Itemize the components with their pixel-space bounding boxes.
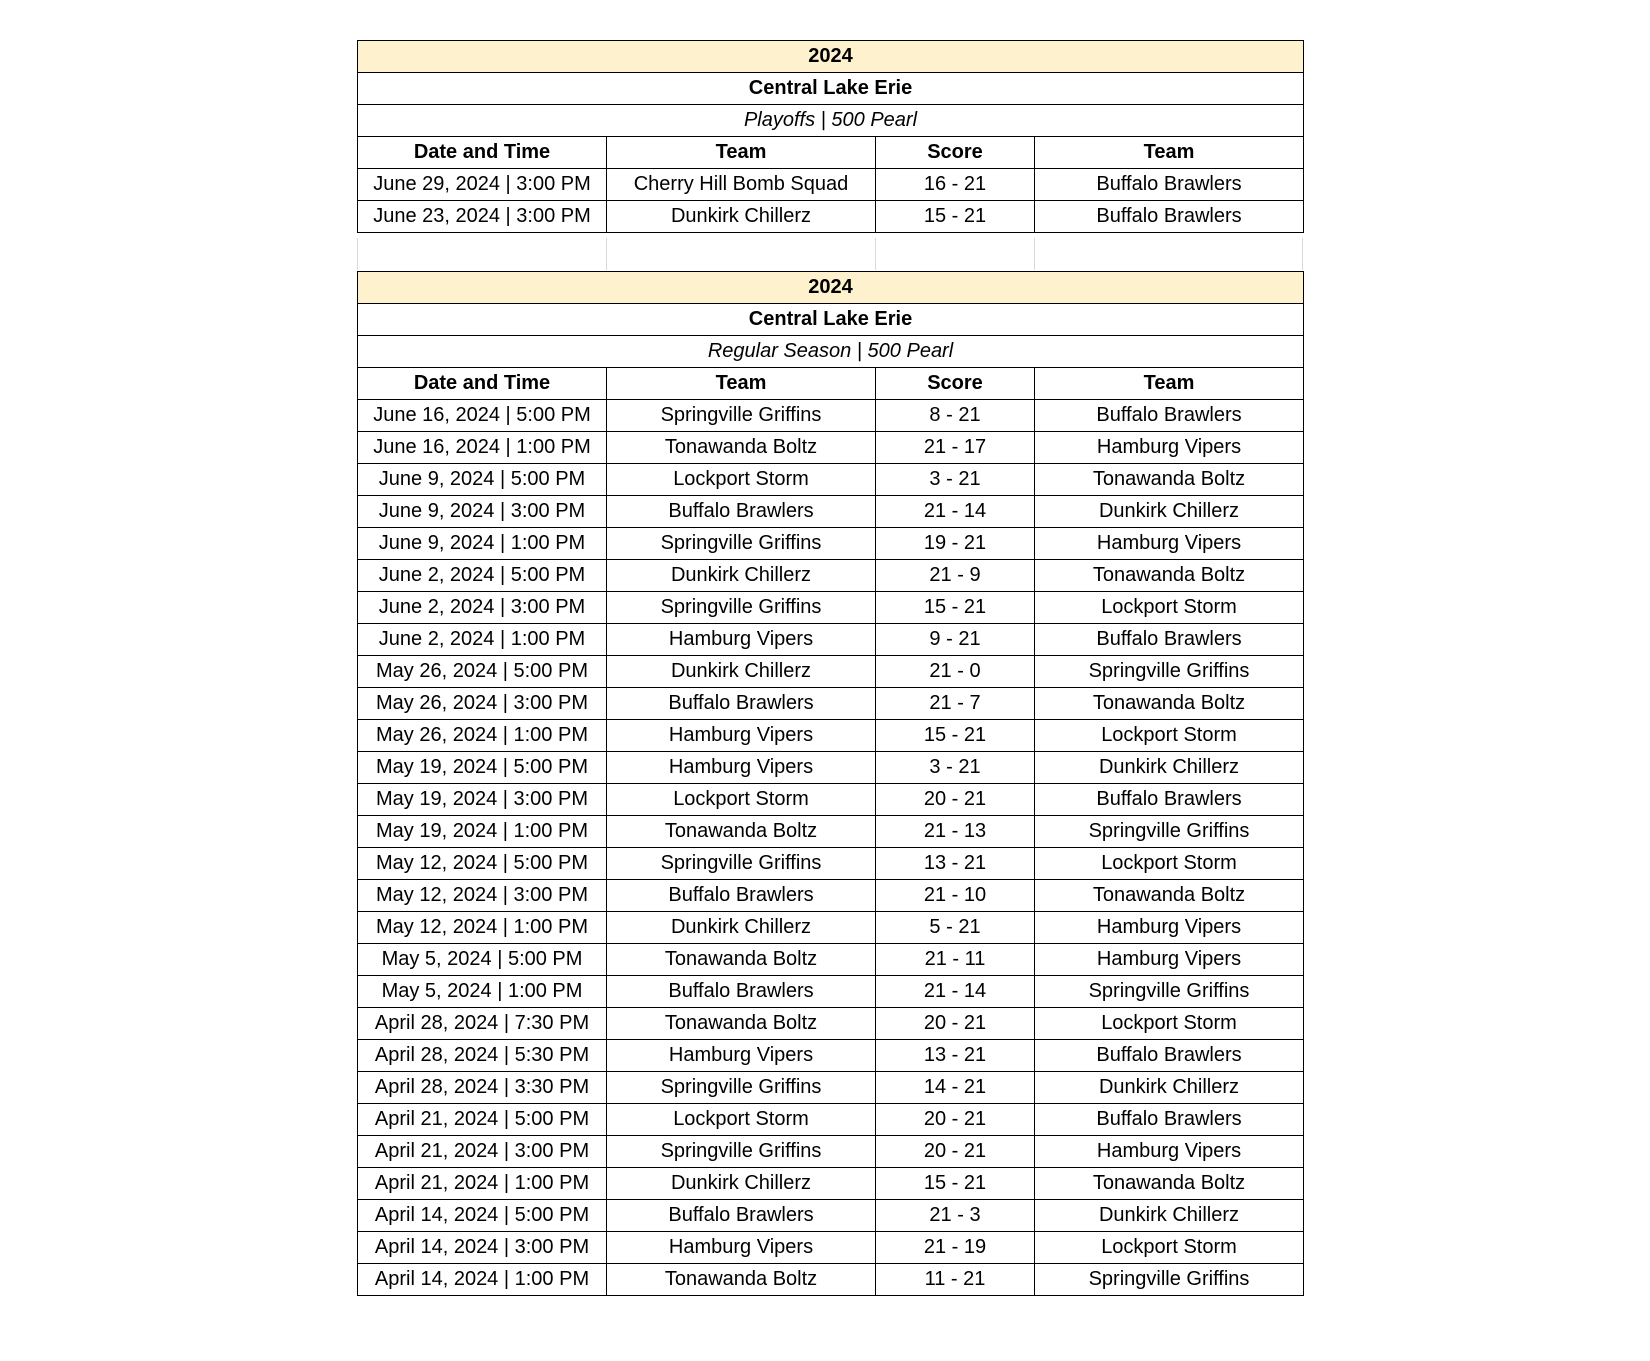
home-team: Dunkirk Chillerz (607, 912, 876, 944)
away-team: Springville Griffins (1035, 976, 1304, 1008)
away-team: Hamburg Vipers (1035, 912, 1304, 944)
column-header-team: Team (607, 368, 876, 400)
game-row (358, 560, 1304, 592)
game-date-time: May 19, 2024 | 3:00 PM (358, 784, 607, 816)
away-team: Dunkirk Chillerz (1035, 496, 1304, 528)
away-team: Lockport Storm (1035, 592, 1304, 624)
home-team: Lockport Storm (607, 464, 876, 496)
game-date-time: June 2, 2024 | 3:00 PM (358, 592, 607, 624)
game-score: 21 - 14 (876, 496, 1035, 528)
game-date-time: May 26, 2024 | 1:00 PM (358, 720, 607, 752)
home-team: Tonawanda Boltz (607, 944, 876, 976)
game-date-time: June 23, 2024 | 3:00 PM (358, 201, 607, 233)
game-date-time: April 21, 2024 | 1:00 PM (358, 1168, 607, 1200)
game-score: 21 - 10 (876, 880, 1035, 912)
column-header-date-time: Date and Time (358, 137, 607, 169)
game-row (358, 432, 1304, 464)
away-team: Lockport Storm (1035, 1232, 1304, 1264)
home-team: Springville Griffins (607, 1136, 876, 1168)
game-score: 21 - 14 (876, 976, 1035, 1008)
game-row (358, 944, 1304, 976)
empty-cell (875, 238, 1034, 270)
game-date-time: June 9, 2024 | 5:00 PM (358, 464, 607, 496)
game-score: 13 - 21 (876, 848, 1035, 880)
regular-season-league-row (358, 304, 1304, 336)
game-score: 21 - 11 (876, 944, 1035, 976)
away-team: Buffalo Brawlers (1035, 169, 1304, 201)
game-date-time: May 12, 2024 | 1:00 PM (358, 912, 607, 944)
home-team: Tonawanda Boltz (607, 1008, 876, 1040)
game-score: 19 - 21 (876, 528, 1035, 560)
game-row (358, 1104, 1304, 1136)
game-date-time: April 28, 2024 | 7:30 PM (358, 1008, 607, 1040)
game-row (358, 688, 1304, 720)
away-team: Buffalo Brawlers (1035, 1040, 1304, 1072)
game-date-time: May 12, 2024 | 5:00 PM (358, 848, 607, 880)
away-team: Buffalo Brawlers (1035, 1104, 1304, 1136)
game-row (358, 464, 1304, 496)
game-row (358, 1136, 1304, 1168)
game-date-time: June 16, 2024 | 5:00 PM (358, 400, 607, 432)
game-row (358, 848, 1304, 880)
game-score: 21 - 13 (876, 816, 1035, 848)
regular-season-column-header-row (358, 368, 1304, 400)
game-date-time: April 14, 2024 | 3:00 PM (358, 1232, 607, 1264)
empty-spacer-row (357, 238, 1303, 270)
game-score: 15 - 21 (876, 201, 1035, 233)
home-team: Springville Griffins (607, 400, 876, 432)
away-team: Hamburg Vipers (1035, 1136, 1304, 1168)
away-team: Lockport Storm (1035, 1008, 1304, 1040)
game-row (358, 496, 1304, 528)
empty-cell (1034, 238, 1303, 270)
home-team: Cherry Hill Bomb Squad (607, 169, 876, 201)
away-team: Tonawanda Boltz (1035, 464, 1304, 496)
game-row (358, 656, 1304, 688)
game-date-time: June 9, 2024 | 3:00 PM (358, 496, 607, 528)
away-team: Buffalo Brawlers (1035, 784, 1304, 816)
game-date-time: May 5, 2024 | 1:00 PM (358, 976, 607, 1008)
column-header-score: Score (876, 368, 1035, 400)
playoffs-league-row (358, 73, 1304, 105)
away-team: Hamburg Vipers (1035, 944, 1304, 976)
home-team: Dunkirk Chillerz (607, 1168, 876, 1200)
game-row (358, 1200, 1304, 1232)
game-row (358, 1232, 1304, 1264)
game-score: 20 - 21 (876, 784, 1035, 816)
column-header-team: Team (1035, 137, 1304, 169)
away-team: Dunkirk Chillerz (1035, 1200, 1304, 1232)
regular-season-schedule-table (357, 271, 1304, 1296)
home-team: Springville Griffins (607, 1072, 876, 1104)
game-score: 21 - 9 (876, 560, 1035, 592)
game-row (358, 912, 1304, 944)
column-header-date-time: Date and Time (358, 368, 607, 400)
game-date-time: May 5, 2024 | 5:00 PM (358, 944, 607, 976)
playoffs-subtitle: Playoffs | 500 Pearl (358, 105, 1304, 137)
home-team: Hamburg Vipers (607, 624, 876, 656)
home-team: Buffalo Brawlers (607, 976, 876, 1008)
game-row (358, 400, 1304, 432)
home-team: Dunkirk Chillerz (607, 656, 876, 688)
game-row (358, 624, 1304, 656)
away-team: Dunkirk Chillerz (1035, 1072, 1304, 1104)
playoffs-year-header: 2024 (358, 41, 1304, 73)
regular-season-subtitle: Regular Season | 500 Pearl (358, 336, 1304, 368)
home-team: Lockport Storm (607, 784, 876, 816)
game-date-time: April 21, 2024 | 3:00 PM (358, 1136, 607, 1168)
game-score: 5 - 21 (876, 912, 1035, 944)
away-team: Dunkirk Chillerz (1035, 752, 1304, 784)
home-team: Tonawanda Boltz (607, 1264, 876, 1296)
column-header-team: Team (1035, 368, 1304, 400)
away-team: Tonawanda Boltz (1035, 688, 1304, 720)
game-score: 14 - 21 (876, 1072, 1035, 1104)
game-date-time: May 26, 2024 | 5:00 PM (358, 656, 607, 688)
playoffs-subtitle-row (358, 105, 1304, 137)
game-score: 20 - 21 (876, 1136, 1035, 1168)
game-row (358, 1168, 1304, 1200)
game-row (358, 816, 1304, 848)
regular-season-year-header: 2024 (358, 272, 1304, 304)
home-team: Buffalo Brawlers (607, 880, 876, 912)
home-team: Buffalo Brawlers (607, 496, 876, 528)
away-team: Tonawanda Boltz (1035, 1168, 1304, 1200)
away-team: Lockport Storm (1035, 848, 1304, 880)
game-row (358, 592, 1304, 624)
game-date-time: June 2, 2024 | 5:00 PM (358, 560, 607, 592)
away-team: Tonawanda Boltz (1035, 880, 1304, 912)
home-team: Springville Griffins (607, 848, 876, 880)
game-score: 20 - 21 (876, 1104, 1035, 1136)
away-team: Springville Griffins (1035, 656, 1304, 688)
game-score: 9 - 21 (876, 624, 1035, 656)
home-team: Hamburg Vipers (607, 752, 876, 784)
game-row (358, 880, 1304, 912)
game-score: 21 - 3 (876, 1200, 1035, 1232)
away-team: Tonawanda Boltz (1035, 560, 1304, 592)
game-date-time: June 29, 2024 | 3:00 PM (358, 169, 607, 201)
game-row (358, 976, 1304, 1008)
game-score: 20 - 21 (876, 1008, 1035, 1040)
away-team: Hamburg Vipers (1035, 432, 1304, 464)
game-score: 13 - 21 (876, 1040, 1035, 1072)
column-header-score: Score (876, 137, 1035, 169)
away-team: Springville Griffins (1035, 816, 1304, 848)
playoffs-year-row (358, 41, 1304, 73)
game-score: 21 - 0 (876, 656, 1035, 688)
home-team: Tonawanda Boltz (607, 432, 876, 464)
game-row (358, 201, 1304, 233)
game-row (358, 720, 1304, 752)
game-row (358, 1040, 1304, 1072)
game-row (358, 752, 1304, 784)
game-date-time: April 28, 2024 | 5:30 PM (358, 1040, 607, 1072)
game-date-time: June 2, 2024 | 1:00 PM (358, 624, 607, 656)
playoffs-schedule-table (357, 40, 1304, 233)
home-team: Hamburg Vipers (607, 1232, 876, 1264)
game-row (358, 528, 1304, 560)
regular-season-league-title: Central Lake Erie (358, 304, 1304, 336)
away-team: Buffalo Brawlers (1035, 624, 1304, 656)
column-header-team: Team (607, 137, 876, 169)
game-date-time: May 19, 2024 | 1:00 PM (358, 816, 607, 848)
home-team: Hamburg Vipers (607, 1040, 876, 1072)
home-team: Buffalo Brawlers (607, 1200, 876, 1232)
home-team: Lockport Storm (607, 1104, 876, 1136)
game-score: 15 - 21 (876, 592, 1035, 624)
game-date-time: April 14, 2024 | 5:00 PM (358, 1200, 607, 1232)
game-score: 15 - 21 (876, 720, 1035, 752)
away-team: Buffalo Brawlers (1035, 400, 1304, 432)
game-row (358, 1264, 1304, 1296)
game-score: 8 - 21 (876, 400, 1035, 432)
playoffs-league-title: Central Lake Erie (358, 73, 1304, 105)
home-team: Dunkirk Chillerz (607, 201, 876, 233)
home-team: Dunkirk Chillerz (607, 560, 876, 592)
away-team: Buffalo Brawlers (1035, 201, 1304, 233)
home-team: Hamburg Vipers (607, 720, 876, 752)
game-row (358, 169, 1304, 201)
game-score: 3 - 21 (876, 464, 1035, 496)
game-date-time: June 9, 2024 | 1:00 PM (358, 528, 607, 560)
regular-season-year-row (358, 272, 1304, 304)
empty-cell (357, 238, 606, 270)
playoffs-column-header-row (358, 137, 1304, 169)
home-team: Tonawanda Boltz (607, 816, 876, 848)
game-score: 11 - 21 (876, 1264, 1035, 1296)
game-score: 3 - 21 (876, 752, 1035, 784)
game-date-time: May 12, 2024 | 3:00 PM (358, 880, 607, 912)
away-team: Hamburg Vipers (1035, 528, 1304, 560)
playoffs-table-body (358, 41, 1304, 233)
game-date-time: April 14, 2024 | 1:00 PM (358, 1264, 607, 1296)
game-score: 16 - 21 (876, 169, 1035, 201)
game-date-time: June 16, 2024 | 1:00 PM (358, 432, 607, 464)
home-team: Springville Griffins (607, 528, 876, 560)
home-team: Buffalo Brawlers (607, 688, 876, 720)
game-score: 21 - 7 (876, 688, 1035, 720)
game-score: 21 - 19 (876, 1232, 1035, 1264)
regular-season-subtitle-row (358, 336, 1304, 368)
game-date-time: April 28, 2024 | 3:30 PM (358, 1072, 607, 1104)
game-date-time: April 21, 2024 | 5:00 PM (358, 1104, 607, 1136)
empty-cell (606, 238, 875, 270)
game-row (358, 784, 1304, 816)
home-team: Springville Griffins (607, 592, 876, 624)
game-row (358, 1008, 1304, 1040)
game-row (358, 1072, 1304, 1104)
away-team: Springville Griffins (1035, 1264, 1304, 1296)
game-date-time: May 19, 2024 | 5:00 PM (358, 752, 607, 784)
game-score: 15 - 21 (876, 1168, 1035, 1200)
away-team: Lockport Storm (1035, 720, 1304, 752)
regular-season-table-body (358, 272, 1304, 1296)
game-score: 21 - 17 (876, 432, 1035, 464)
game-date-time: May 26, 2024 | 3:00 PM (358, 688, 607, 720)
